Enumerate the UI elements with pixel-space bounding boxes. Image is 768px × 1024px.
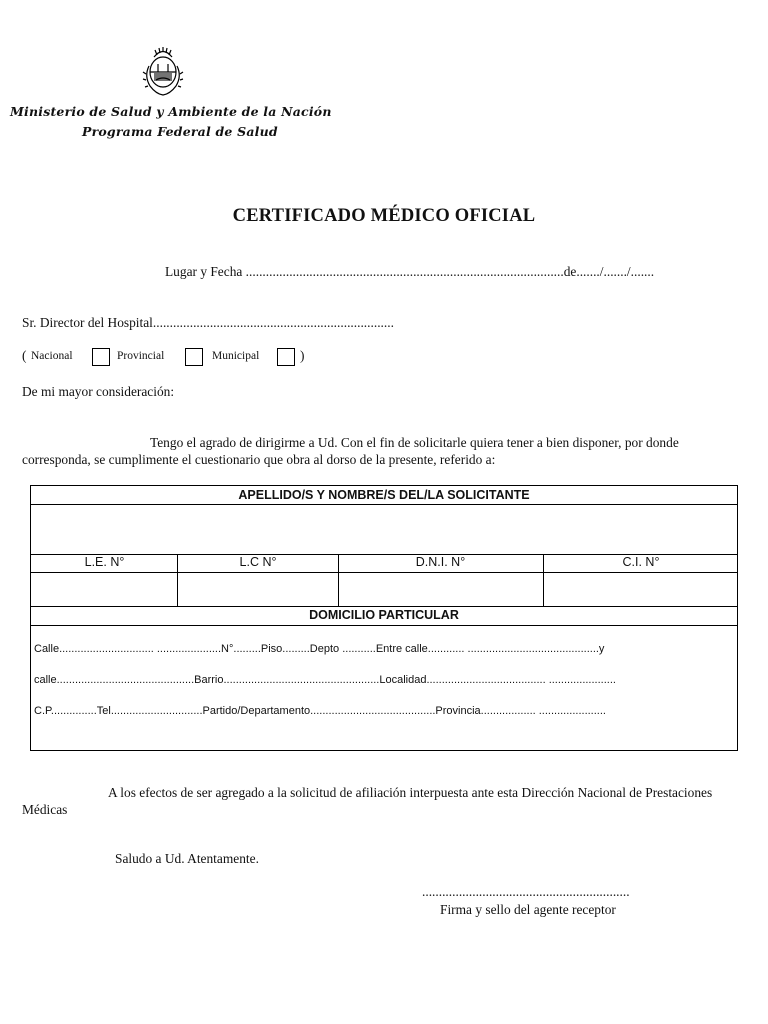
ci-number-header: C.I. N°	[622, 555, 660, 569]
option-nacional-label: Nacional	[31, 350, 73, 362]
checkbox-provincial[interactable]	[185, 348, 203, 366]
le-number-header: L.E. N°	[84, 555, 125, 569]
applicant-name-field[interactable]	[31, 505, 737, 554]
applicant-form-table	[30, 485, 738, 751]
salutation: De mi mayor consideración:	[22, 384, 175, 399]
intro-paragraph: Tengo el agrado de dirigirme a Ud. Con el fin de solicitarle quiera tener a bien disponer, por donde corresponda, se cumplimente el cuestionario que obra al dorso de la presente, referido a:	[22, 435, 679, 467]
paren-close: )	[300, 348, 305, 363]
option-provincial-label: Provincial	[117, 350, 165, 362]
coat-of-arms-seal	[140, 44, 186, 98]
dni-number-header: D.N.I. N°	[415, 555, 466, 569]
address-line-postal[interactable]: C.P...............Tel..............................Partido/Departamento.........................................Provincia.................. ......................	[34, 705, 606, 717]
option-municipal-label: Municipal	[212, 350, 260, 362]
addressee-line: Sr. Director del Hospital........................................................................	[22, 315, 394, 330]
applicant-name-header: APELLIDO/S Y NOMBRE/S DEL/LA SOLICITANTE	[238, 488, 530, 502]
paren-open: (	[22, 348, 27, 363]
lc-number-header: L.C N°	[239, 555, 277, 569]
closing-paragraph: A los efectos de ser agregado a la solicitud de afiliación interpuesta ante esta Dirección Nacional de Prestaciones Médicas	[22, 785, 713, 817]
signature-label: Firma y sello del agente receptor	[440, 902, 616, 917]
address-line-street[interactable]: Calle............................... .....................N°.........Piso.........Depto ...........Entre calle............ ...........................................y	[34, 643, 605, 655]
document-title: CERTIFICADO MÉDICO OFICIAL	[232, 206, 536, 226]
address-line-neighborhood[interactable]: calle.............................................Barrio...................................................Localidad....................................... ......................	[34, 674, 616, 686]
ci-number-field[interactable]	[544, 573, 739, 606]
ministry-name: Ministerio de Salud y Ambiente de la Nación	[10, 104, 332, 119]
checkbox-nacional[interactable]	[92, 348, 110, 366]
le-number-field[interactable]	[31, 573, 178, 606]
lc-number-field[interactable]	[179, 573, 338, 606]
signature-line: ..............................................................	[422, 884, 630, 899]
program-name: Programa Federal de Salud	[82, 124, 278, 139]
place-date-line: Lugar y Fecha ...............................................................................................de......./......./.......	[165, 264, 655, 279]
address-header: DOMICILIO PARTICULAR	[309, 608, 459, 622]
farewell: Saludo a Ud. Atentamente.	[115, 851, 259, 866]
dni-number-field[interactable]	[339, 573, 543, 606]
checkbox-municipal[interactable]	[277, 348, 295, 366]
